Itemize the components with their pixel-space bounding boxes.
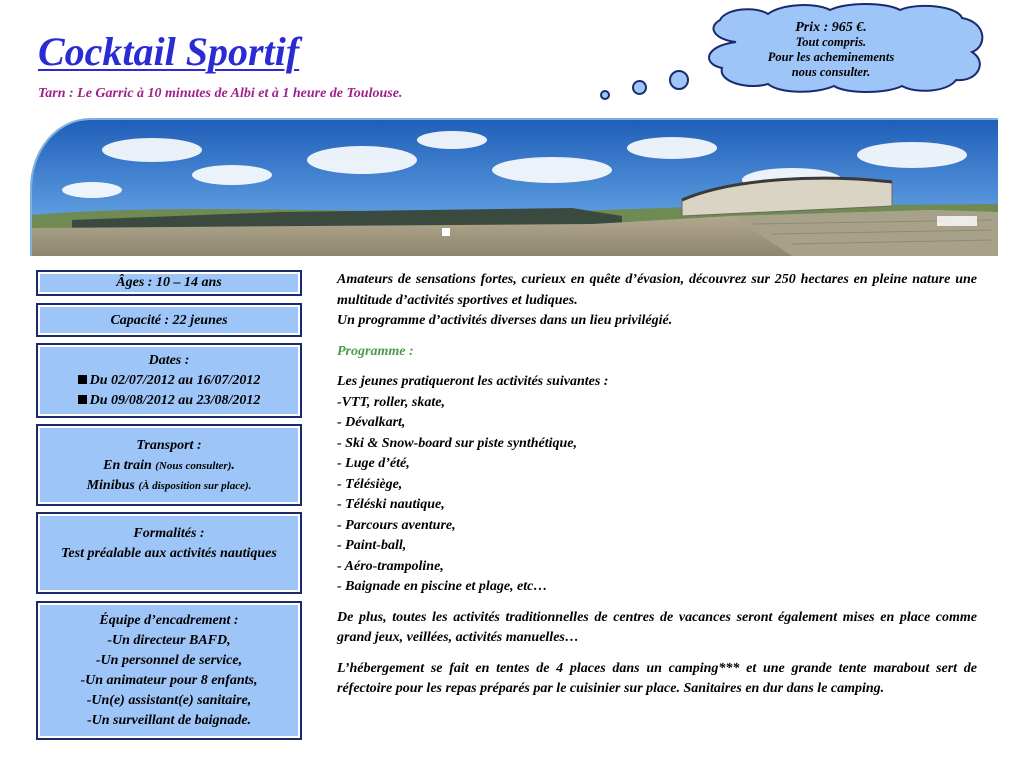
capacity-box xyxy=(36,303,302,337)
extra-paragraph: De plus, toutes les activités traditionnelles de centres de vacances seront également mises en place comme grand jeux, veillées, activités manuelles… xyxy=(337,609,977,645)
price-line-3: Pour les acheminements xyxy=(767,50,895,64)
price-line-4: nous consulter. xyxy=(791,65,871,79)
capacity-text: Capacité : 22 jeunes xyxy=(110,313,228,328)
activity-item: - Téléski nautique, xyxy=(337,497,445,512)
lodging-paragraph: L’hébergement se fait en tentes de 4 places dans un camping*** et une grande tente marabout sert de réfectoire pour les repas préparés par le cuisinier sur place. Sanitaires en dur dans le camping. xyxy=(337,660,977,696)
ages-text: Âges : 10 – 14 ans xyxy=(116,275,222,290)
equipe-item: -Un surveillant de baignade. xyxy=(86,713,252,728)
transport-train: En train (Nous consulter). xyxy=(103,458,235,473)
equipe-title: Équipe d’encadrement : xyxy=(99,613,239,628)
intro-paragraph-2: Un programme d’activités diverses dans un lieu privilégié. xyxy=(337,313,673,328)
activity-item: - Dévalkart, xyxy=(337,415,406,430)
formalites-title: Formalités : xyxy=(133,526,205,541)
page-title: Cocktail Sportif xyxy=(38,29,300,74)
ages-box xyxy=(36,270,302,296)
activity-item: - Luge d’été, xyxy=(337,456,410,471)
activities-intro: Les jeunes pratiqueront les activités suivantes : xyxy=(337,374,609,389)
dates-title: Dates : xyxy=(148,353,190,368)
page-subtitle: Tarn : Le Garric à 10 minutes de Albi et à 1 heure de Toulouse. xyxy=(38,86,403,101)
transport-title: Transport : xyxy=(136,438,202,453)
equipe-item: -Un animateur pour 8 enfants, xyxy=(80,673,258,688)
programme-label: Programme : xyxy=(337,343,414,359)
activity-item: - Parcours aventure, xyxy=(337,517,456,533)
activity-item: - Paint-ball, xyxy=(337,538,407,553)
main-description xyxy=(337,270,977,700)
price-cloud-text xyxy=(756,20,906,80)
intro-paragraph: Amateurs de sensations fortes, curieux en quête d’évasion, découvrez sur 250 hectares en pleine nature une multitude d’activités sportives et ludiques. xyxy=(337,272,977,308)
square-bullet-icon xyxy=(78,395,87,404)
formalites-text: Test préalable aux activités nautiques xyxy=(61,546,277,561)
panorama-image xyxy=(32,120,998,256)
transport-bus: Minibus (À disposition sur place). xyxy=(86,478,252,493)
activity-item: - Aéro-trampoline, xyxy=(337,558,444,574)
equipe-item: -Un directeur BAFD, xyxy=(107,633,231,648)
activity-item: - Ski & Snow-board sur piste synthétique, xyxy=(337,435,577,451)
thought-bubble-large xyxy=(669,70,689,90)
equipe-item: -Un personnel de service, xyxy=(95,653,243,668)
formalites-box xyxy=(36,512,302,594)
panorama-banner xyxy=(30,118,998,256)
equipe-item: -Un(e) assistant(e) sanitaire, xyxy=(86,693,252,708)
price-line-2: Tout compris. xyxy=(795,35,867,49)
date-item-2: Du 09/08/2012 au 23/08/2012 xyxy=(42,391,296,411)
date-item-1: Du 02/07/2012 au 16/07/2012 xyxy=(42,371,296,391)
activity-item: - Baignade en piscine et plage, etc… xyxy=(337,579,548,594)
activity-item: - Télésiège, xyxy=(337,476,403,492)
thought-bubble-medium xyxy=(632,80,647,95)
price-label: Prix : 965 €. xyxy=(795,20,867,35)
equipe-box xyxy=(36,601,302,740)
square-bullet-icon xyxy=(78,375,87,384)
thought-bubble-small xyxy=(600,90,610,100)
transport-box xyxy=(36,424,302,506)
dates-box xyxy=(36,343,302,418)
activity-item: -VTT, roller, skate, xyxy=(337,394,445,410)
